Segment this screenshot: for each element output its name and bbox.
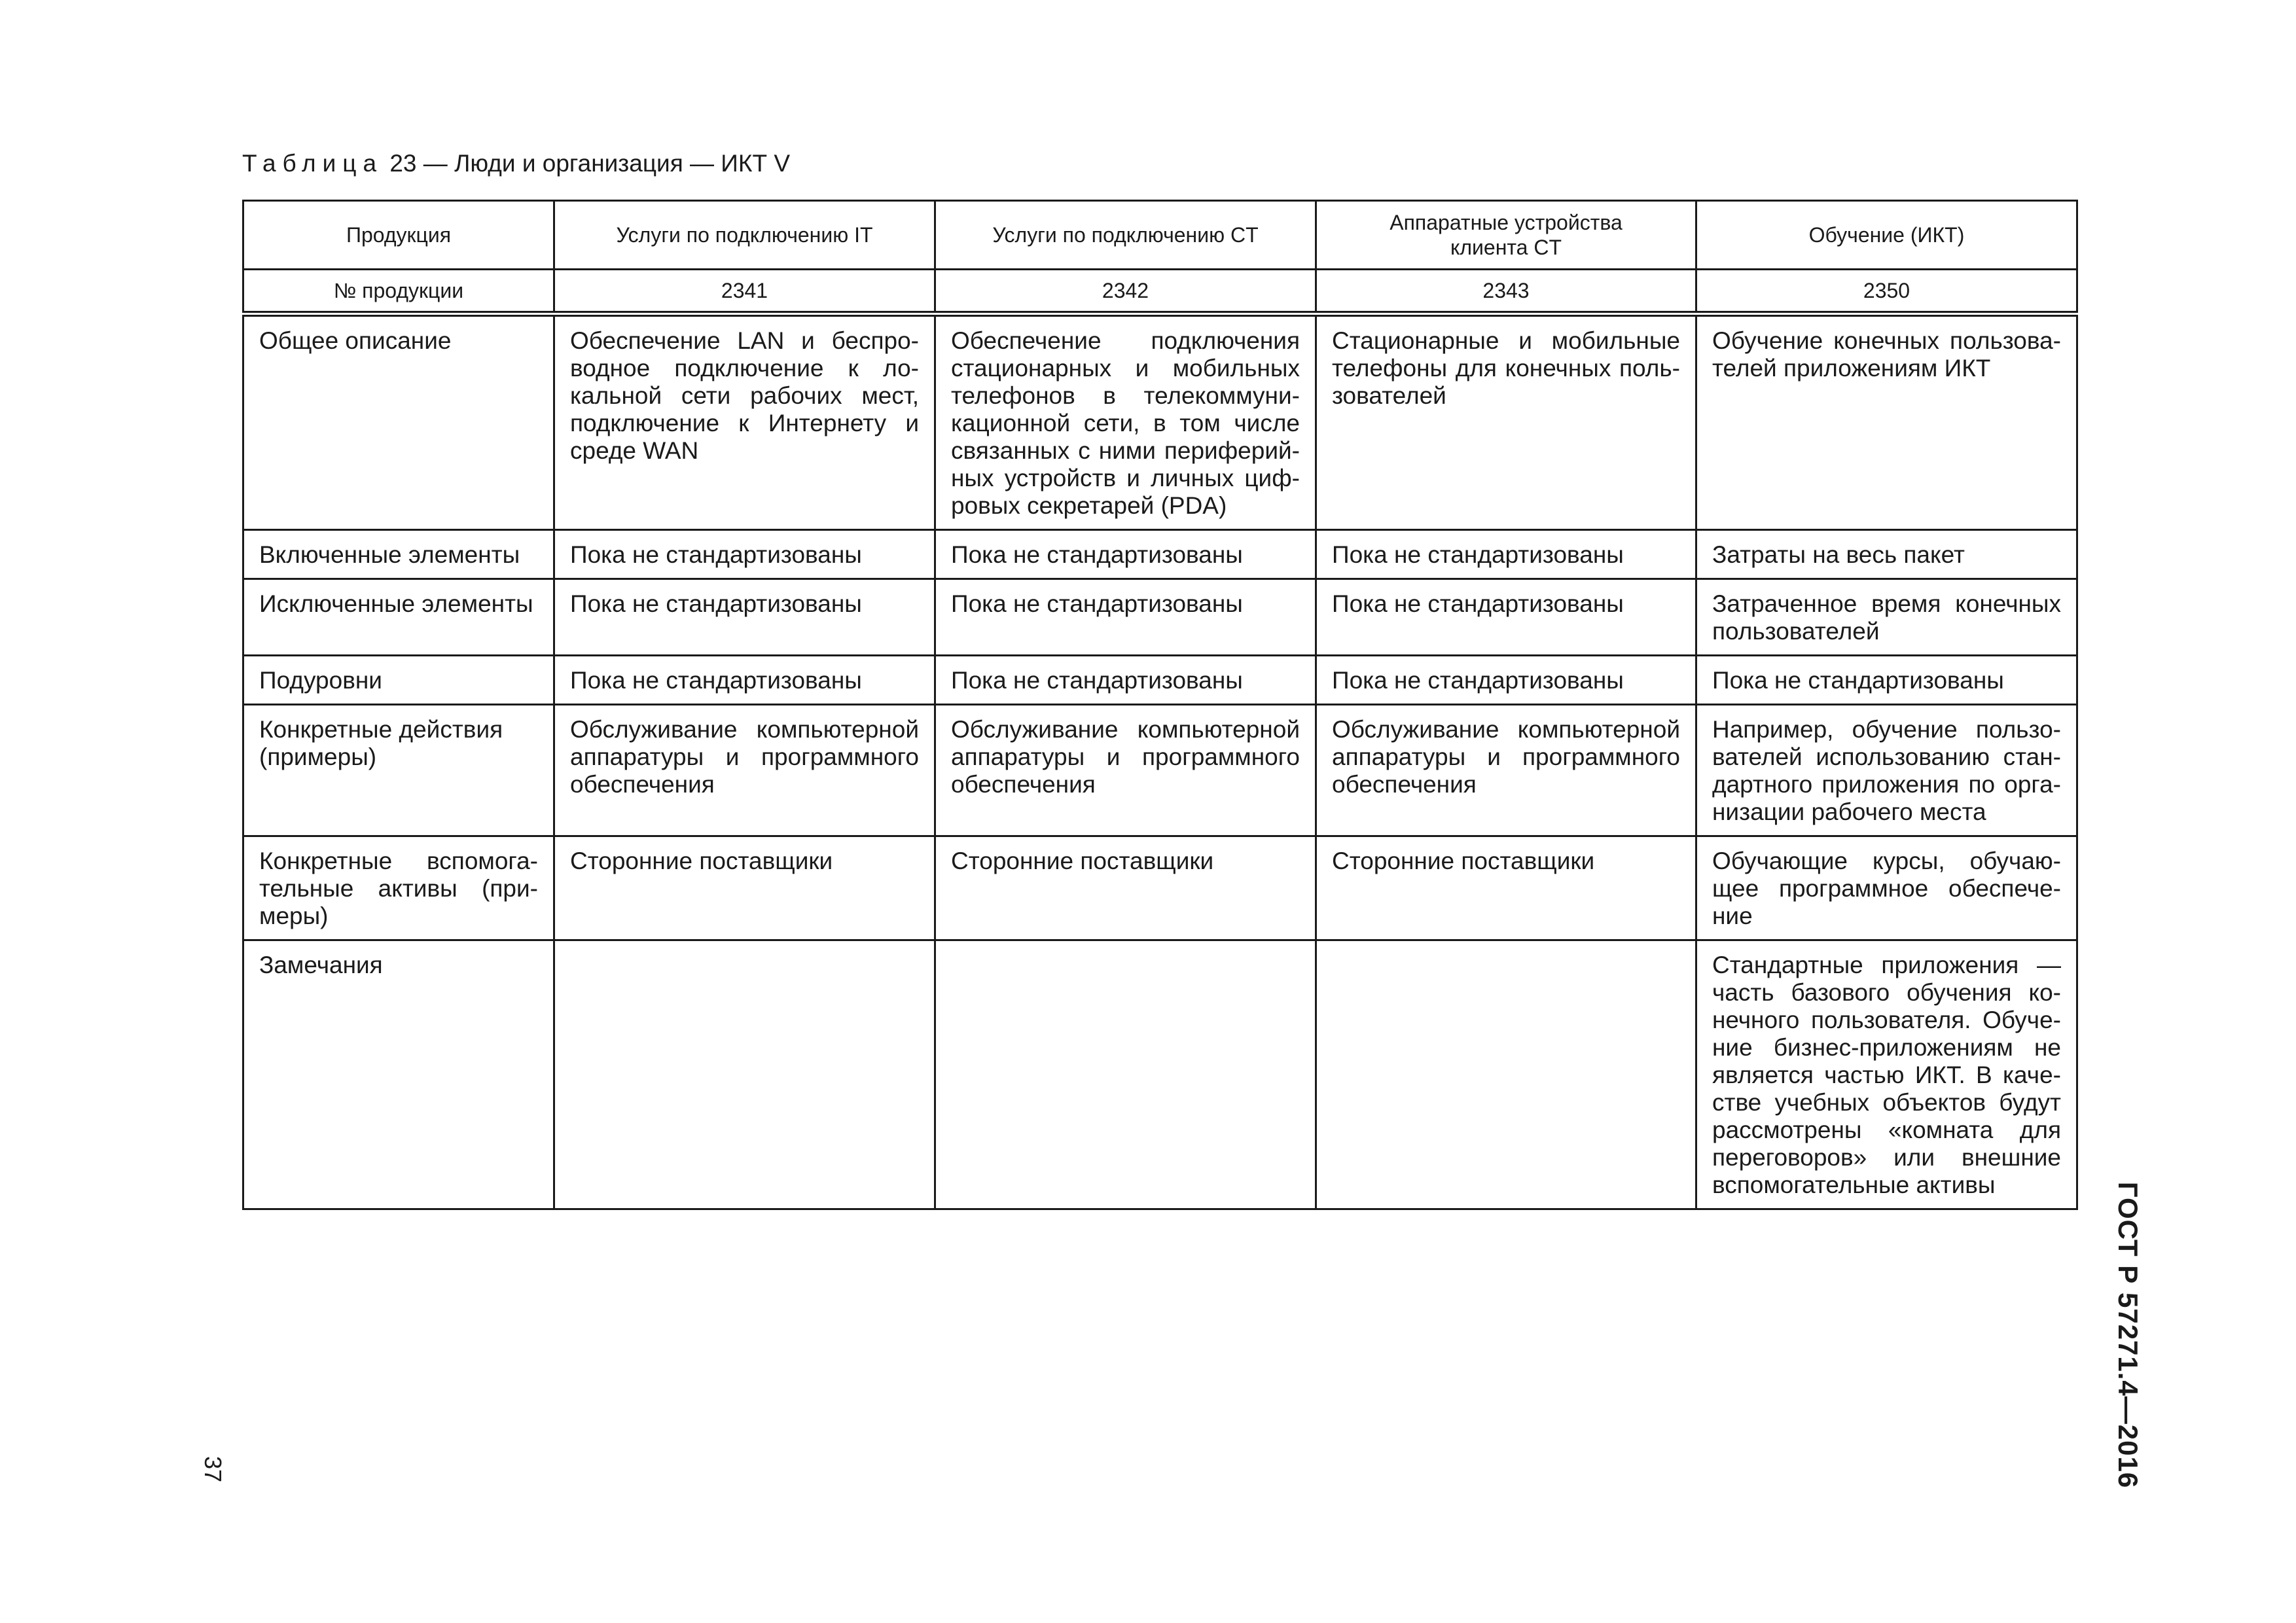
table-cell: Пока не стандартизованы — [935, 579, 1316, 656]
table-cell: Пока не стандартизованы — [935, 656, 1316, 705]
product-number-row — [243, 270, 2077, 314]
row-label: Конкретные вспомогательные активы (примеры) — [243, 836, 554, 940]
table-caption-text: 23 — Люди и организация — ИКТ V — [389, 150, 790, 177]
table-cell: Обучающие курсы, обучающее программное обеспечение — [1696, 836, 2077, 940]
table-cell: Пока не стандартизованы — [554, 530, 935, 579]
products-table — [242, 200, 2078, 1210]
table-cell: Пока не стандартизованы — [1696, 656, 2077, 705]
page-number-margin — [196, 1446, 229, 1492]
table-cell: Сторонние поставщики — [554, 836, 935, 940]
header-cell: Обучение (ИКТ) — [1696, 201, 2077, 270]
table-cell: Пока не стандартизованы — [554, 656, 935, 705]
table-cell: Например, обучение пользователей использованию стандартного приложения по организации рабочего места — [1696, 705, 2077, 836]
table-cell: Обеспечение LAN и беспроводное подключение к локальной сети рабочих мест, подключение к Интернету и среде WAN — [554, 314, 935, 530]
table-cell: Пока не стандартизованы — [935, 530, 1316, 579]
table-cell: Обслуживание компьютерной аппаратуры и программного обеспечения — [1316, 705, 1696, 836]
row-label: Включенные элементы — [243, 530, 554, 579]
number-cell: 2350 — [1696, 270, 2077, 314]
number-cell: 2342 — [935, 270, 1316, 314]
table-cell: Затраты на весь пакет — [1696, 530, 2077, 579]
table-cell: Обслуживание компьютерной аппаратуры и программного обеспечения — [554, 705, 935, 836]
table-row — [243, 705, 2077, 836]
row-label: Конкретные действия (примеры) — [243, 705, 554, 836]
table-cell: Стандартные приложения — часть базового обучения конечного пользователя. Обучение бизнес-приложениям не является частью ИКТ. В качестве учебных объектов будут рассмотрены «комната для переговоров» или внешние вспомогательные активы — [1696, 940, 2077, 1209]
table-cell — [554, 940, 935, 1209]
table-cell: Сторонние поставщики — [935, 836, 1316, 940]
table-row — [243, 579, 2077, 656]
table-cell — [935, 940, 1316, 1209]
table-row — [243, 656, 2077, 705]
table-cell: Пока не стандартизованы — [554, 579, 935, 656]
table-row — [243, 530, 2077, 579]
page-number: 37 — [200, 1455, 226, 1483]
header-cell: Услуги по подключению CT — [935, 201, 1316, 270]
table-caption — [242, 149, 790, 178]
table-cell: Стационарные и мобильные телефоны для конечных пользователей — [1316, 314, 1696, 530]
table-row — [243, 314, 2077, 530]
row-label: Общее описание — [243, 314, 554, 530]
header-cell: Аппаратные устройства клиента CT — [1316, 201, 1696, 270]
table-cell: Сторонние поставщики — [1316, 836, 1696, 940]
table-cell: Обеспечение подключения стационарных и мобильных телефонов в телекоммуникационной сети, в том числе связанных с ними периферийных устройств и личных цифровых секретарей (PDA) — [935, 314, 1316, 530]
table-caption-label: Таблица — [242, 150, 384, 177]
standard-code-margin — [2105, 1181, 2151, 1489]
header-cell: Услуги по подключению IT — [554, 201, 935, 270]
table-header-row — [243, 201, 2077, 270]
header-cell: Продукция — [243, 201, 554, 270]
table-cell: Пока не стандартизованы — [1316, 530, 1696, 579]
table-cell: Пока не стандартизованы — [1316, 656, 1696, 705]
table-cell — [1316, 940, 1696, 1209]
table-cell: Обслуживание компьютерной аппаратуры и программного обеспечения — [935, 705, 1316, 836]
number-cell: 2343 — [1316, 270, 1696, 314]
table-cell: Затраченное время конечных пользователей — [1696, 579, 2077, 656]
table-row — [243, 836, 2077, 940]
row-label: Подуровни — [243, 656, 554, 705]
row-label: Исключенные элементы — [243, 579, 554, 656]
standard-code: ГОСТ Р 57271.4—2016 — [2113, 1181, 2144, 1489]
row-label: Замечания — [243, 940, 554, 1209]
number-cell: № продукции — [243, 270, 554, 314]
table-row — [243, 940, 2077, 1209]
table-cell: Обучение конечных пользователей приложениям ИКТ — [1696, 314, 2077, 530]
table-cell: Пока не стандартизованы — [1316, 579, 1696, 656]
number-cell: 2341 — [554, 270, 935, 314]
